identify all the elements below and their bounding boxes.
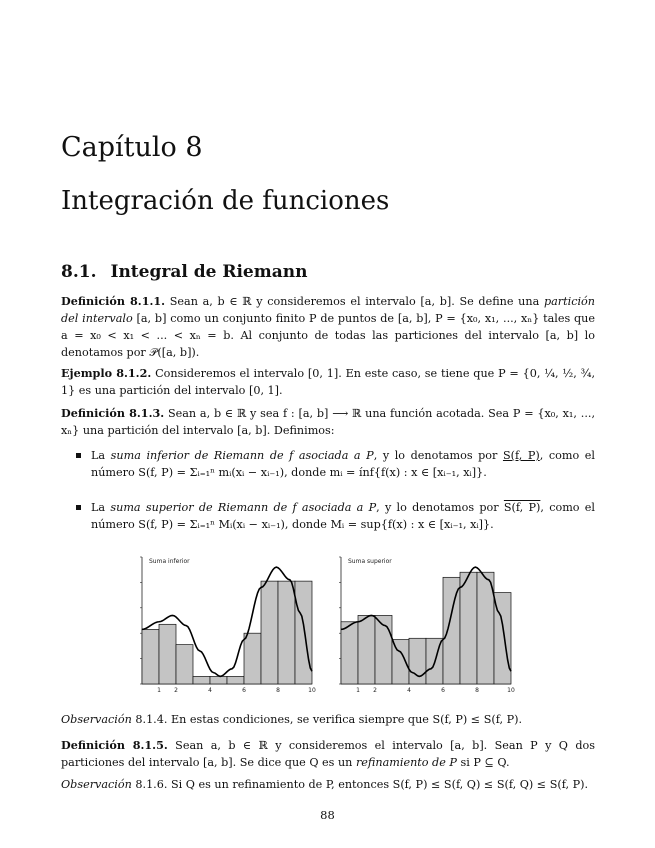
riemann-bar: [460, 572, 477, 684]
definition-8-1-1: [61, 293, 595, 361]
observation-8-1-6: [61, 776, 595, 793]
example-label: Ejemplo 8.1.2.: [61, 366, 152, 380]
riemann-bar: [278, 581, 295, 684]
definition-text: Sean a, b ∈ ℝ y sea f : [a, b] ⟶ ℝ una función acotada. Sea P = {x₀, x₁, ..., xₙ} una partición del intervalo [a, b]. Definimos:: [61, 407, 595, 437]
chapter-title: Integración de funciones: [61, 186, 390, 216]
observation-number: 8.1.6.: [135, 778, 168, 791]
defined-term: refinamiento de P: [355, 756, 457, 769]
riemann-bar: [358, 615, 375, 684]
upper-sum-chart: [336, 551, 516, 694]
observation-label: Observación: [61, 713, 132, 726]
riemann-bar: [227, 676, 244, 684]
definition-text: [a, b] como un conjunto finito P de puntos de [a, b], P = {x₀, x₁, ..., xₙ} tales que a = x₀ < x₁ < ... < xₙ = b. Al conjunto de todas las particiones del intervalo [a, b] lo denotamos por 𝒫([a, b]).: [61, 312, 596, 359]
riemann-bar: [409, 638, 426, 684]
x-tick-label: 8: [276, 687, 280, 694]
riemann-bar: [477, 572, 494, 684]
riemann-bar: [341, 622, 358, 684]
example-text: Consideremos el intervalo [0, 1]. En este caso, se tiene que P = {0, ¼, ½, ¾, 1} es una partición del intervalo [0, 1].: [61, 367, 595, 397]
riemann-bar: [443, 577, 460, 684]
text-run: , y lo denotamos por: [373, 449, 503, 462]
riemann-bar: [176, 645, 193, 684]
text-run: , como el número: [91, 501, 596, 531]
text-run: , como el número: [91, 449, 595, 479]
example-8-1-2: [61, 365, 595, 399]
text-run: La: [91, 449, 111, 462]
observation-label: Observación: [61, 778, 132, 791]
x-tick-label: 10: [308, 687, 316, 694]
bullet-text: [91, 447, 595, 481]
text-run: La: [91, 501, 111, 514]
x-tick-label: 2: [174, 687, 178, 694]
observation-number: 8.1.4.: [135, 713, 168, 726]
lower-sum-chart: [137, 551, 317, 694]
x-tick-label: 1: [157, 687, 161, 694]
upper-sum-figure: [336, 551, 516, 694]
observation-8-1-4: [61, 711, 595, 728]
riemann-bar: [159, 624, 176, 684]
x-tick-label: 4: [407, 687, 411, 694]
x-tick-label: 6: [242, 687, 246, 694]
riemann-bar: [244, 633, 261, 684]
section-heading: [61, 262, 307, 282]
lower-sum-figure: [137, 551, 317, 694]
definition-label: Definición 8.1.3.: [61, 406, 165, 420]
observation-text: En estas condiciones, se verifica siempre que S(f, P) ≤ S(f, P).: [170, 713, 523, 726]
x-tick-label: 2: [373, 687, 377, 694]
x-tick-label: 4: [208, 687, 212, 694]
definition-8-1-3: [61, 405, 595, 439]
section-number: 8.1.: [61, 262, 97, 282]
bullet-text: [91, 499, 595, 533]
page-number: 88: [320, 808, 335, 822]
definition-label: Definición 8.1.5.: [61, 738, 168, 752]
upper-sum-formula: S(f, P) = Σᵢ₌₁ⁿ Mᵢ(xᵢ − xᵢ₋₁), donde Mᵢ = sup{f(x) : x ∈ [xᵢ₋₁, xᵢ]}.: [138, 518, 494, 531]
chapter-label: Capítulo 8: [61, 132, 203, 163]
x-tick-label: 10: [507, 687, 515, 694]
bullet-upper-sum: [76, 499, 595, 533]
bullet-marker: [76, 505, 81, 510]
riemann-bar: [261, 581, 278, 684]
definition-text: si P ⊆ Q.: [456, 756, 510, 769]
defined-term: suma inferior de Riemann de f asociada a P: [110, 449, 374, 462]
chart-title: Suma superior: [348, 558, 392, 565]
riemann-bar: [142, 629, 159, 684]
definition-8-1-5: [61, 737, 595, 771]
lower-sum-formula: S(f, P) = Σᵢ₌₁ⁿ mᵢ(xᵢ − xᵢ₋₁), donde mᵢ = ínf{f(x) : x ∈ [xᵢ₋₁, xᵢ]}.: [138, 466, 487, 479]
definition-text: Sean a, b ∈ ℝ y consideremos el intervalo [a, b]. Sean P y Q dos particiones del intervalo [a, b]. Se dice que Q es un: [61, 739, 595, 769]
defined-term: partición del intervalo: [61, 295, 595, 325]
definition-label: Definición 8.1.1.: [61, 294, 166, 308]
bullet-lower-sum: [76, 447, 595, 481]
x-tick-label: 6: [441, 687, 445, 694]
x-tick-label: 8: [475, 687, 479, 694]
riemann-bar: [210, 676, 227, 684]
bullet-marker: [76, 453, 81, 458]
x-tick-label: 1: [356, 687, 360, 694]
riemann-bar: [193, 676, 210, 684]
chart-title: Suma inferior: [149, 558, 190, 565]
upper-sum-symbol: S(f, P): [503, 501, 541, 514]
section-title: Integral de Riemann: [110, 262, 308, 282]
lower-sum-symbol: S(f, P): [502, 449, 540, 462]
text-run: , y lo denotamos por: [376, 501, 504, 514]
riemann-bar: [295, 581, 312, 684]
observation-text: Si Q es un refinamiento de P, entonces S(f, P) ≤ S(f, Q) ≤ S(f, Q) ≤ S(f, P).: [170, 778, 589, 791]
defined-term: suma superior de Riemann de f asociada a P: [110, 501, 377, 514]
definition-text: Sean a, b ∈ ℝ y consideremos el intervalo [a, b]. Se define una: [169, 295, 544, 308]
